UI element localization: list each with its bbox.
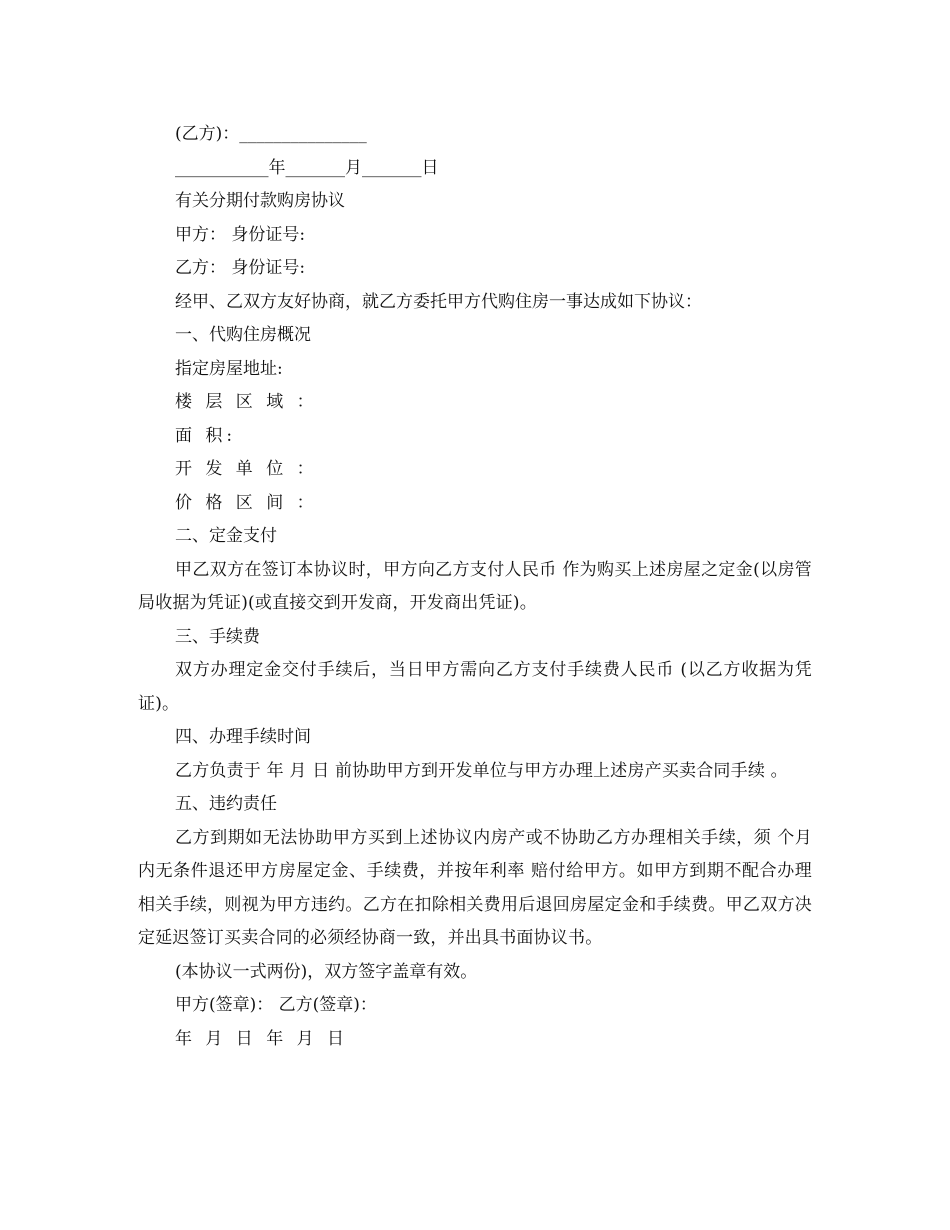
document-title: 有关分期付款购房协议 [175, 191, 345, 211]
price-field: 价 格 区 间 ： [175, 492, 318, 513]
address-field: 指定房屋地址: [175, 358, 283, 379]
section2-heading: 二、定金支付 [175, 526, 277, 546]
party-a-line: 甲方： 身份证号: [175, 224, 306, 245]
party-b-line: 乙方： 身份证号: [175, 258, 306, 278]
section4-heading: 四、办理手续时间 [175, 727, 311, 747]
section3-body: 双方办理定金交付手续后，当日甲方需向乙方支付手续费人民币 (以乙方收据为凭证)。 [138, 660, 812, 714]
section3-heading: 三、手续费 [175, 626, 260, 647]
closing-line: (本协议一式两份)，双方签字盖章有效。 [175, 961, 478, 982]
section2-body: 甲乙双方在签订本协议时，甲方向乙方支付人民币 作为购买上述房屋之定金(以房管局收据为凭证)(或直接交到开发商，开发商出凭证)。 [138, 559, 812, 613]
area-field: 面 积: [175, 425, 237, 446]
section1-heading: 一、代购住房概况 [175, 325, 311, 345]
section4-body: 乙方负责于 年 月 日 前协助甲方到开发单位与甲方办理上述房产买卖合同手续 。 [175, 760, 788, 781]
party-b-blank-line: (乙方)：_______________ [175, 124, 367, 144]
intro-paragraph: 经甲、乙双方友好协商，就乙方委托甲方代购住房一事达成如下协议： [175, 291, 702, 312]
developer-field: 开 发 单 位 ： [175, 459, 318, 479]
signature-line: 甲方(签章)： 乙方(签章)： [175, 995, 377, 1015]
section5-heading: 五、违约责任 [175, 794, 277, 814]
signature-date-line: 年 月 日 年 月 日 [175, 1028, 349, 1049]
date-blank-line: ___________年_______月_______日 [175, 157, 439, 178]
section5-body: 乙方到期如无法协助甲方买到上述协议内房产或不协助乙方办理相关手续，须 个月内无条件退还甲方房屋定金、手续费，并按年利率 赔付给甲方。如甲方到期不配合办理相关手续，则视为甲方违约。乙方在扣除相关费用后退回房屋定金和手续费。甲乙双方决定延迟签订买卖合同的必须经协商一致，并出具书面协议书。 [138, 827, 812, 948]
floor-field: 楼 层 区 域 ： [175, 392, 318, 412]
